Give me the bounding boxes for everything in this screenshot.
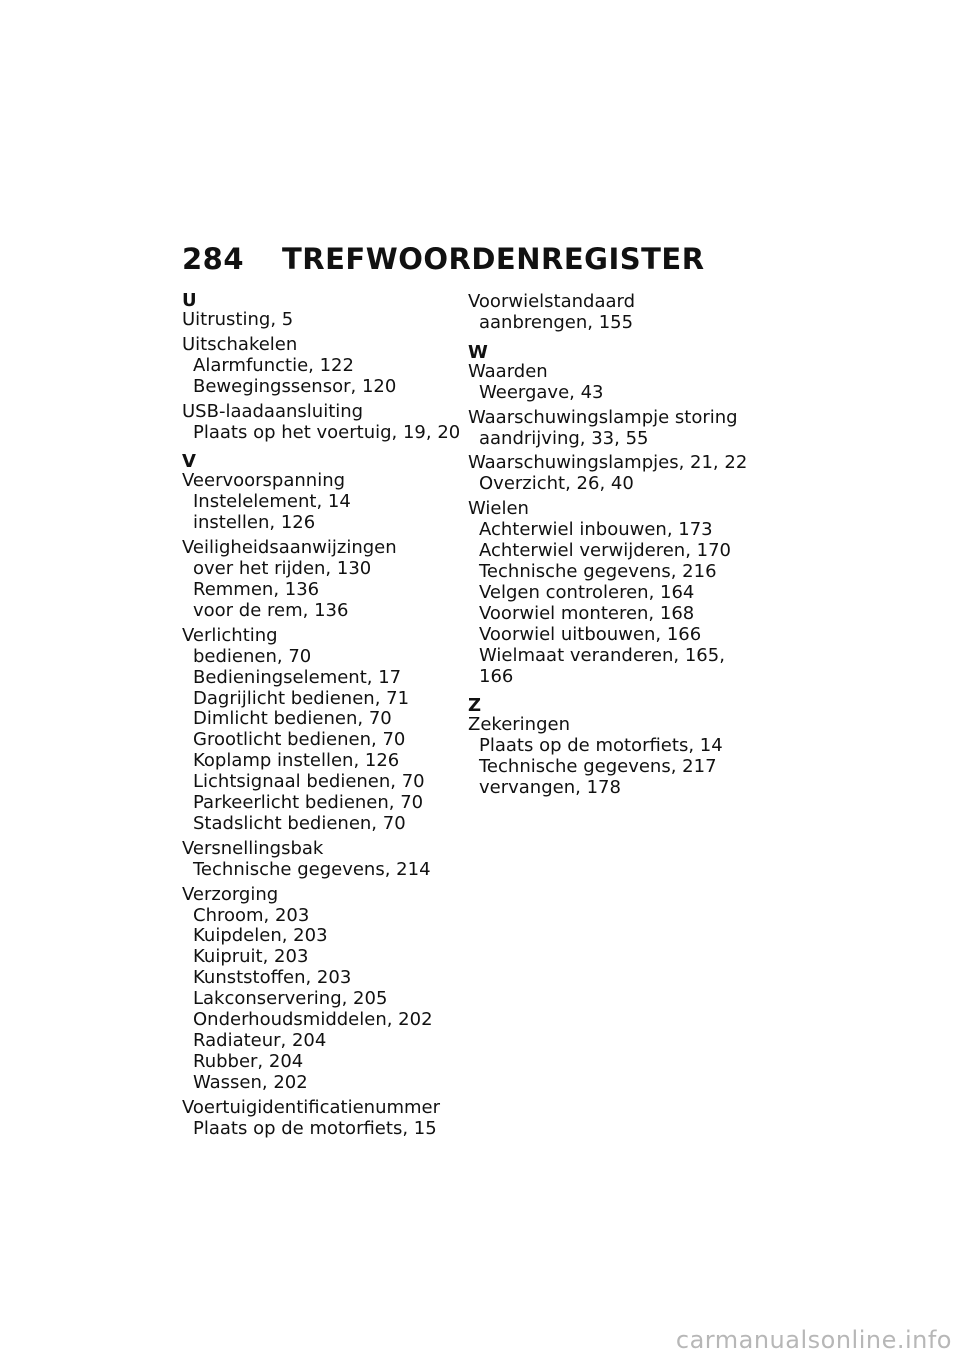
index-term: Veervoorspanning [182, 470, 346, 492]
index-entry [182, 1098, 462, 1140]
index-term: Wielen [468, 498, 529, 520]
index-subentry: vervangen, 178 [479, 777, 621, 799]
index-subentry: Technische gegevens, 216 [479, 560, 717, 582]
index-entry [182, 471, 462, 534]
index-letter-z: Z [468, 695, 482, 717]
page-title: TREFWOORDENREGISTER [282, 242, 705, 276]
index-subentry: Instelelement, 14 [193, 491, 351, 513]
index-subentry: Plaats op de motorfiets, 14 [479, 735, 723, 757]
index-letter-u: U [182, 290, 197, 311]
index-term: Verlichting [182, 624, 278, 646]
page-header [182, 242, 705, 282]
index-term: Zekeringen [468, 714, 570, 736]
index-entry [182, 335, 462, 398]
index-subentry: instellen, 126 [193, 512, 316, 534]
index-entry [468, 362, 748, 404]
index-subentry: voor de rem, 136 [193, 599, 349, 621]
index-subentry: Rubber, 204 [193, 1050, 304, 1072]
index-entry [182, 839, 462, 881]
index-entry [182, 538, 462, 622]
index-letter-w: W [468, 341, 488, 363]
index-subentry: Grootlicht bedienen, 70 [193, 729, 406, 751]
index-column-right [468, 292, 748, 799]
index-subentry: Parkeerlicht bedienen, 70 [193, 792, 424, 814]
index-subentry: Lichtsignaal bedienen, 70 [193, 771, 425, 793]
index-term: USB-laadaansluiting [182, 400, 364, 422]
index-subentry: Technische gegevens, 214 [193, 858, 431, 880]
index-subentry: Bewegingssensor, 120 [193, 375, 397, 397]
watermark: carmanualsonline.info [675, 1326, 952, 1354]
index-entry [182, 626, 462, 835]
index-subentry: Dagrijlicht bedienen, 71 [193, 687, 410, 709]
index-subentry: bedienen, 70 [193, 645, 312, 667]
index-subentry: Voorwiel monteren, 168 [479, 602, 695, 624]
index-term: Verzorging [182, 883, 279, 905]
index-subentry: Remmen, 136 [193, 578, 320, 600]
index-subentry: over het rijden, 130 [193, 558, 372, 580]
index-term: Waarschuwingslampjes, 21, 22 [468, 452, 748, 474]
index-subentry: Dimlicht bedienen, 70 [193, 708, 392, 730]
index-subentry: Technische gegevens, 217 [479, 756, 717, 778]
index-subentry: Kunststoffen, 203 [193, 967, 352, 989]
index-subentry: Achterwiel verwijderen, 170 [479, 540, 731, 562]
index-subentry: 166 [479, 665, 514, 687]
index-entry [182, 402, 462, 444]
index-term: Waarden [468, 360, 548, 382]
index-entry [468, 408, 748, 450]
index-subentry: Bedieningselement, 17 [193, 666, 402, 688]
index-subentry: Kuipdelen, 203 [193, 925, 328, 947]
index-entry [182, 885, 462, 1094]
index-term: Uitrusting, 5 [182, 309, 294, 330]
index-subentry: Radiateur, 204 [193, 1030, 327, 1051]
index-letter-v: V [182, 451, 196, 473]
index-subentry: Kuipruit, 203 [193, 946, 309, 968]
index-term: Waarschuwingslampje storing [468, 406, 738, 428]
index-subentry: Koplamp instellen, 126 [193, 750, 400, 772]
index-subentry: Velgen controleren, 164 [479, 581, 695, 603]
index-term: Voorwielstandaard [468, 291, 636, 312]
index-subentry: Overzicht, 26, 40 [479, 473, 634, 495]
index-term: Uitschakelen [182, 333, 298, 355]
index-entry [182, 310, 462, 331]
index-subentry: Stadslicht bedienen, 70 [193, 812, 406, 834]
index-entry [468, 453, 748, 495]
index-entry [468, 715, 748, 799]
index-term: Voertuigidentificatienummer [182, 1096, 441, 1118]
index-subentry: Plaats op het voertuig, 19, 20 [193, 421, 461, 443]
index-subentry: Chroom, 203 [193, 904, 310, 926]
index-column-left [182, 290, 462, 1140]
index-subentry: Wielmaat veranderen, 165, [479, 644, 725, 666]
page-number: 284 [182, 242, 245, 276]
index-subentry: Lakconservering, 205 [193, 988, 388, 1010]
index-subentry: aanbrengen, 155 [479, 311, 634, 333]
index-entry [468, 292, 748, 334]
index-term: Veiligheidsaanwijzingen [182, 537, 397, 559]
index-entry [468, 499, 748, 687]
index-subentry: Alarmfunctie, 122 [193, 354, 354, 376]
index-subentry: Weergave, 43 [479, 381, 604, 403]
index-subentry: Voorwiel uitbouwen, 166 [479, 623, 702, 645]
index-subentry: Wassen, 202 [193, 1071, 308, 1093]
index-subentry: Plaats op de motorfiets, 15 [193, 1117, 437, 1139]
index-subentry: aandrijving, 33, 55 [479, 427, 649, 449]
index-term: Versnellingsbak [182, 837, 324, 859]
index-subentry: Achterwiel inbouwen, 173 [479, 519, 713, 541]
index-subentry: Onderhoudsmiddelen, 202 [193, 1009, 433, 1031]
